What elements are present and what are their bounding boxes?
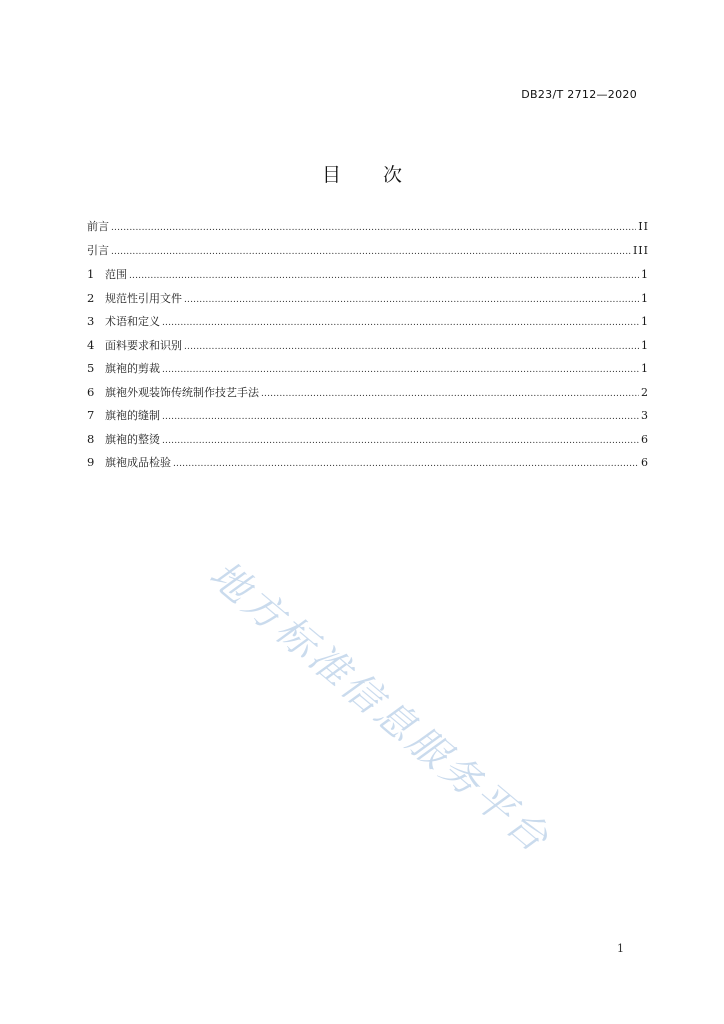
toc-label: 术语和定义	[105, 315, 160, 328]
toc-entry-6[interactable]	[87, 384, 649, 408]
toc-entry-introduction[interactable]	[87, 243, 649, 267]
toc-entry-4[interactable]	[87, 337, 649, 361]
toc-leader-dots	[111, 220, 636, 236]
toc-label: 旗袍成品检验	[105, 456, 171, 469]
toc-page: 1	[641, 362, 649, 375]
toc-number: 6	[87, 384, 95, 399]
toc-number: 8	[87, 431, 95, 446]
toc-leader-dots	[162, 409, 639, 425]
toc-leader-dots	[162, 315, 639, 331]
toc-label: 前言	[87, 220, 109, 233]
toc-entry-1[interactable]	[87, 266, 649, 290]
toc-leader-dots	[261, 386, 639, 402]
toc-leader-dots	[162, 362, 639, 378]
toc-page: III	[632, 243, 649, 257]
toc-label: 旗袍外观装饰传统制作技艺手法	[105, 385, 259, 399]
toc-leader-dots	[129, 268, 639, 284]
toc-entry-foreword[interactable]	[87, 219, 649, 243]
toc-leader-dots	[111, 244, 631, 260]
toc-entry-2[interactable]	[87, 290, 649, 314]
toc-leader-dots	[184, 292, 639, 308]
toc-leader-dots	[184, 339, 639, 355]
toc-leader-dots	[162, 433, 639, 449]
toc-entry-5[interactable]	[87, 360, 649, 384]
toc-entry-9[interactable]	[87, 454, 649, 478]
toc-page: 6	[641, 432, 649, 446]
toc-page: 2	[641, 385, 649, 399]
toc-entry-3[interactable]	[87, 313, 649, 337]
toc-page: II	[638, 220, 649, 233]
toc-page: 1	[641, 338, 649, 352]
toc-entry-7[interactable]	[87, 407, 649, 431]
toc-label: 面料要求和识别	[105, 338, 182, 352]
document-code: DB23/T 2712—2020	[521, 88, 637, 101]
toc-page: 1	[641, 268, 649, 281]
toc-number: 5	[87, 361, 95, 375]
toc-label: 旗袍的剪裁	[105, 362, 160, 375]
toc-number: 3	[87, 314, 95, 328]
toc-title: 目次	[321, 164, 444, 186]
toc-number: 4	[87, 337, 95, 352]
watermark: 地方标准信息服务平台	[200, 552, 559, 864]
toc-label: 引言	[87, 243, 109, 257]
toc-number: 9	[87, 455, 95, 469]
toc-number: 2	[87, 290, 95, 305]
toc-entry-8[interactable]	[87, 431, 649, 455]
toc-page: 1	[641, 291, 649, 305]
toc-label: 旗袍的缝制	[105, 409, 160, 422]
toc-label: 范围	[105, 268, 127, 281]
toc-page: 6	[641, 456, 649, 469]
toc-number: 7	[87, 408, 95, 422]
page-number: 1	[617, 942, 624, 955]
toc-leader-dots	[173, 456, 639, 472]
toc-number: 1	[87, 267, 95, 281]
toc-page: 3	[641, 409, 649, 422]
table-of-contents	[87, 219, 649, 478]
toc-label: 规范性引用文件	[105, 291, 182, 305]
toc-label: 旗袍的整烫	[105, 432, 160, 446]
toc-page: 1	[641, 315, 649, 328]
